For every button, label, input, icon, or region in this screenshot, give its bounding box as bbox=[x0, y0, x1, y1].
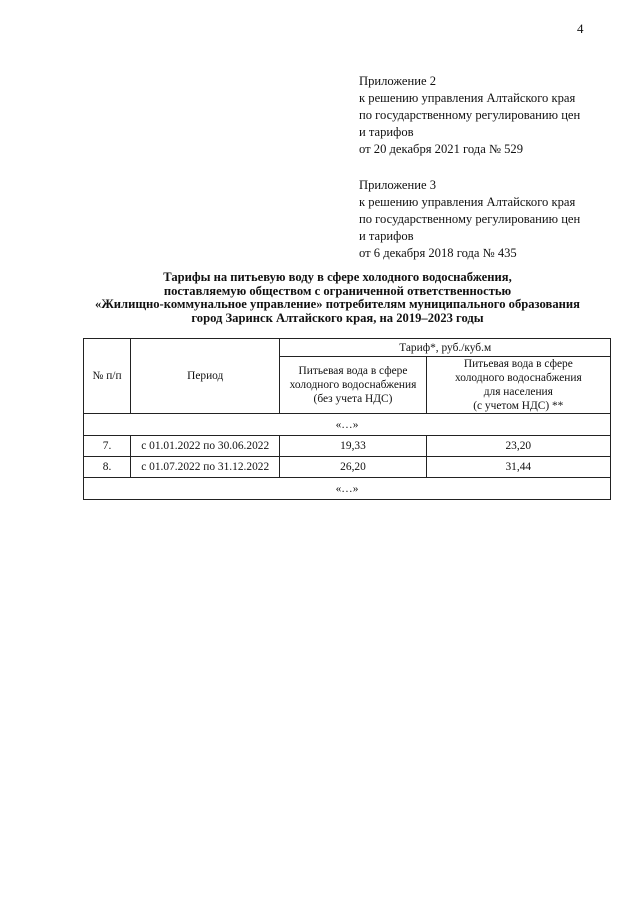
table-row bbox=[84, 414, 611, 436]
appendix-3-line: от 6 декабря 2018 года № 435 bbox=[359, 246, 517, 260]
title-line: город Заринск Алтайского края, на 2019–2023 годы bbox=[191, 310, 484, 325]
header-line: Питьевая вода в сфере bbox=[298, 365, 408, 377]
title-line: поставляемую обществом с ограниченной ответственностью bbox=[163, 283, 512, 298]
row-tariff-without-vat: 19,33 bbox=[280, 436, 426, 457]
header-line: (без учета НДС) bbox=[313, 393, 393, 405]
header-line: (с учетом НДС) ** bbox=[473, 400, 564, 412]
header-tariff-group: Тариф*, руб./куб.м bbox=[280, 339, 611, 357]
appendix-3-line: и тарифов bbox=[359, 229, 414, 243]
header-line: Питьевая вода в сфере bbox=[463, 358, 573, 370]
appendix-3-block bbox=[359, 177, 619, 262]
appendix-3-line: Приложение 3 bbox=[359, 178, 437, 192]
appendix-2-line: к решению управления Алтайского края bbox=[359, 91, 576, 105]
row-period: с 01.07.2022 по 31.12.2022 bbox=[131, 457, 280, 478]
row-tariff-with-vat: 23,20 bbox=[426, 436, 610, 457]
row-num: 8. bbox=[84, 457, 131, 478]
appendix-3-line: к решению управления Алтайского края bbox=[359, 195, 576, 209]
appendix-2-line: и тарифов bbox=[359, 125, 414, 139]
page-number: 4 bbox=[577, 21, 584, 36]
title-line: Тарифы на питьевую воду в сфере холодного водоснабжения, bbox=[163, 270, 512, 284]
tariff-table bbox=[83, 338, 611, 500]
table-row bbox=[84, 457, 611, 478]
header-line: для населения bbox=[483, 386, 553, 398]
header-period: Период bbox=[131, 339, 280, 414]
appendix-2-line: Приложение 2 bbox=[359, 74, 437, 88]
title-line: «Жилищно-коммунальное управление» потребителям муниципального образования bbox=[95, 297, 580, 311]
row-num: 7. bbox=[84, 436, 131, 457]
document-title bbox=[60, 271, 615, 325]
appendix-2-block bbox=[359, 73, 619, 158]
header-line: холодного водоснабжения bbox=[454, 372, 582, 384]
appendix-2-line: по государственному регулированию цен bbox=[359, 108, 581, 122]
appendix-3-line: по государственному регулированию цен bbox=[359, 212, 581, 226]
ellipsis-cell: «…» bbox=[84, 414, 611, 436]
table-row bbox=[84, 478, 611, 500]
header-col-without-vat bbox=[280, 357, 426, 414]
header-line: холодного водоснабжения bbox=[289, 379, 417, 391]
appendix-2-line: от 20 декабря 2021 года № 529 bbox=[359, 142, 524, 156]
row-period: с 01.01.2022 по 30.06.2022 bbox=[131, 436, 280, 457]
ellipsis-cell: «…» bbox=[84, 478, 611, 500]
row-tariff-without-vat: 26,20 bbox=[280, 457, 426, 478]
row-tariff-with-vat: 31,44 bbox=[426, 457, 610, 478]
header-num: № п/п bbox=[84, 339, 131, 414]
header-col-population-with-vat bbox=[426, 357, 610, 414]
table-row bbox=[84, 436, 611, 457]
